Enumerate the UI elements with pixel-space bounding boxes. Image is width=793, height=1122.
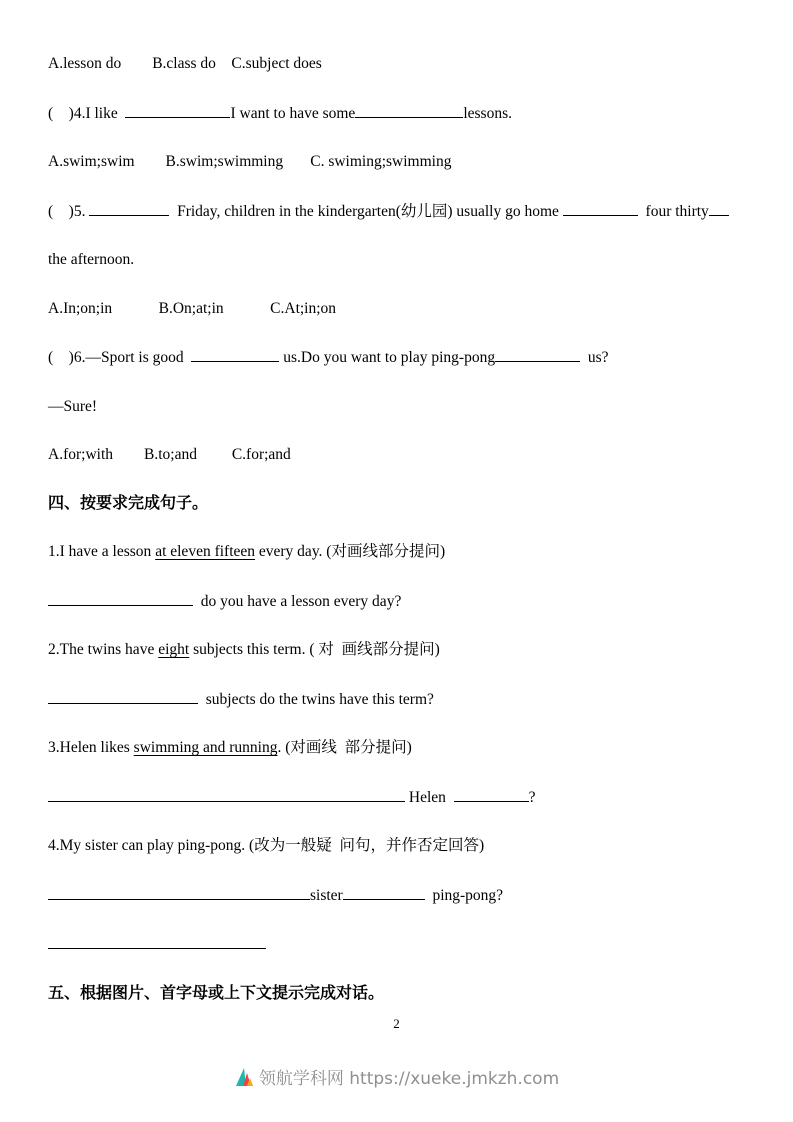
- document-line: [48, 54, 755, 73]
- text-segment: A.swim;swim B.swim;swimming C. swiming;swimming: [48, 153, 452, 170]
- text-segment: 1.I have a lesson: [48, 543, 156, 560]
- text-segment: us.Do you want to play ping-pong: [279, 349, 496, 366]
- blank-field: [191, 347, 279, 362]
- text-segment: A.for;with B.to;and C.for;and: [48, 446, 291, 463]
- document-line: [48, 103, 755, 123]
- text-segment: —Sure!: [48, 397, 98, 415]
- underlined-text: at eleven fifteen: [155, 543, 256, 560]
- blank-field: [89, 201, 169, 216]
- watermark-text: 领航学科网 https://xueke.jmkzh.com: [258, 1069, 560, 1089]
- text-segment: subjects this term. ( 对 画线部分提问): [189, 641, 440, 658]
- document-line: [48, 299, 755, 318]
- text-segment: every day. (对画线部分提问): [255, 543, 446, 560]
- blank-field: [355, 103, 463, 118]
- text-segment: ( )6.—Sport is good: [48, 349, 192, 366]
- document-line: [48, 347, 755, 367]
- text-segment: 四、按要求完成句子。: [48, 494, 209, 512]
- document-line: [48, 885, 755, 905]
- text-segment: ?: [528, 788, 536, 806]
- text-segment: 2.The twins have: [48, 641, 159, 658]
- underlined-text: eight: [158, 641, 190, 658]
- text-segment: ( )5.: [48, 202, 90, 220]
- document-line: [48, 640, 755, 659]
- document-line: [48, 591, 755, 611]
- blank-field: [125, 103, 230, 118]
- text-segment: ping-pong?: [424, 886, 504, 904]
- xueke-logo-icon: [234, 1066, 254, 1088]
- blank-field: [48, 787, 405, 802]
- text-segment: I want to have some: [230, 104, 356, 122]
- text-segment: do you have a lesson every day?: [193, 592, 402, 610]
- document-line: [48, 542, 755, 561]
- text-segment: 4.My sister can play ping-pong. (改为一般疑 问句，并作否定回答): [48, 837, 485, 854]
- blank-field: [48, 934, 266, 949]
- blank-field: [48, 591, 193, 606]
- underlined-text: swimming and running: [133, 739, 278, 756]
- text-segment: 五、根据图片、首字母或上下文提示完成对话。: [48, 984, 385, 1002]
- document-line: [48, 397, 755, 416]
- text-segment: lessons.: [463, 104, 512, 122]
- text-segment: Helen: [405, 788, 454, 806]
- text-segment: subjects do the twins have this term?: [198, 690, 434, 708]
- blank-field: [454, 787, 529, 802]
- text-segment: sister: [310, 886, 343, 904]
- document-line: [48, 152, 755, 171]
- document-line: [48, 738, 755, 757]
- document-line: [48, 934, 755, 954]
- text-segment: us?: [580, 349, 609, 366]
- section-heading: [48, 984, 755, 1003]
- document-line: [48, 445, 755, 464]
- document-line: [48, 250, 755, 269]
- document-line: [48, 201, 755, 221]
- document-line: [48, 836, 755, 855]
- text-segment: A.In;on;in B.On;at;in C.At;in;on: [48, 299, 337, 317]
- text-segment: 3.Helen likes: [48, 739, 134, 756]
- text-segment: . (对画线 部分提问): [277, 739, 412, 756]
- page-number: 2: [393, 1016, 400, 1031]
- text-segment: four thirty: [637, 202, 709, 220]
- text-segment: A.lesson do B.class do C.subject does: [48, 55, 322, 72]
- blank-field: [709, 201, 729, 216]
- document-line: [48, 787, 755, 807]
- text-segment: Friday, children in the kindergarten(幼儿园) usually go home: [169, 202, 563, 220]
- text-segment: the afternoon.: [48, 251, 135, 268]
- document-line: [48, 689, 755, 709]
- blank-field: [48, 885, 310, 900]
- footer-watermark: [0, 1064, 793, 1089]
- section-heading: [48, 494, 755, 513]
- blank-field: [48, 689, 198, 704]
- blank-field: [563, 201, 638, 216]
- blank-field: [495, 347, 580, 362]
- text-segment: ( )4.I like: [48, 104, 126, 122]
- blank-field: [343, 885, 425, 900]
